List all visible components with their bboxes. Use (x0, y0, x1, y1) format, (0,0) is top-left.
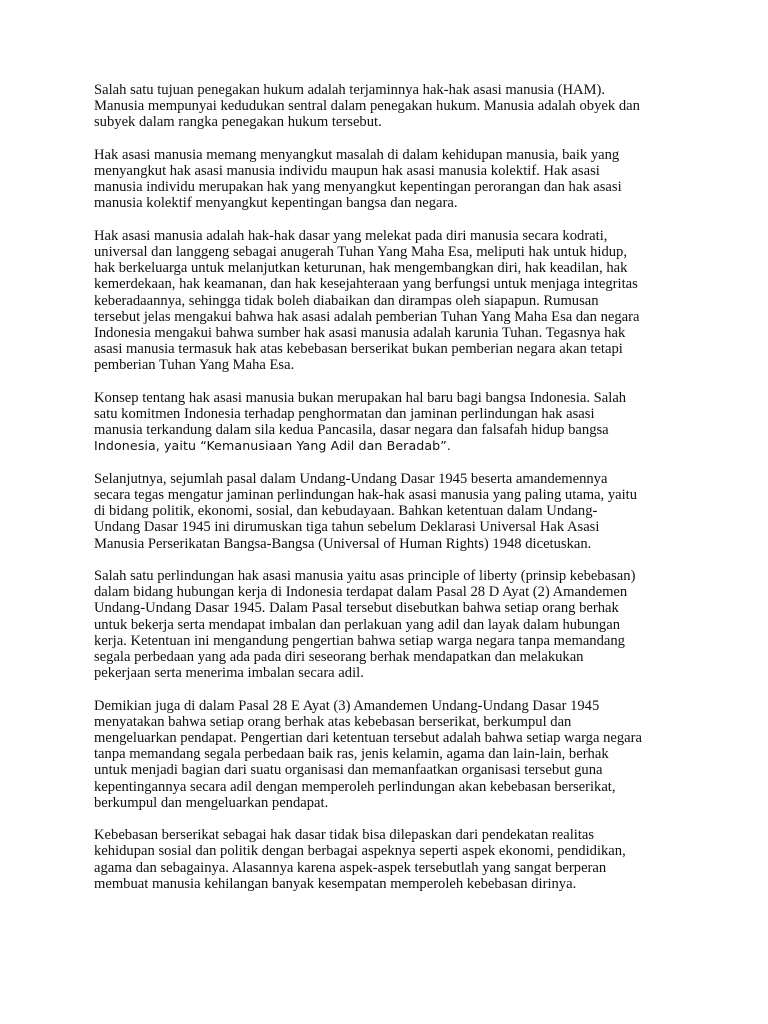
paragraph-1: Salah satu tujuan penegakan hukum adalah terjaminnya hak-hak asasi manusia (HAM). Manusia mempunyai kedudukan sentral dalam penegakan hukum. Manusia adalah obyek dan subyek dalam rangka penegakan hukum tersebut. (94, 82, 640, 131)
document-page (94, 82, 694, 908)
paragraph-8: Kebebasan berserikat sebagai hak dasar tidak bisa dilepaskan dari pendekatan realitas kehidupan sosial dan politik dengan berbagai aspeknya seperti aspek ekonomi, pendidikan, agama dan sebagainya. Alasannya karena aspek-aspek tersebutlah yang sangat berperan membuat manusia kehilangan banyak kesempatan memperoleh kebebasan dirinya. (94, 827, 626, 892)
paragraph-7: Demikian juga di dalam Pasal 28 E Ayat (3) Amandemen Undang-Undang Dasar 1945 menyatakan bahwa setiap orang berhak atas kebebasan berserikat, berkumpul dan mengeluarkan pendapat. Pengertian dari ketentuan tersebut adalah bahwa setiap warga negara tanpa memandang segala perbedaan baik ras, jenis kelamin, agama dan lain-lain, berhak untuk menjadi bagian dari suatu organisasi dan memanfaatkan organisasi tersebut guna kepentingannya secara adil dengan memperoleh perlindungan akan kebebasan berserikat, berkumpul dan mengeluarkan pendapat. (94, 697, 642, 811)
paragraph-4-text: Konsep tentang hak asasi manusia bukan merupakan hal baru bagi bangsa Indonesia. Salah satu komitmen Indonesia terhadap penghormatan dan jaminan perlindungan hak asasi manusia terkandung dalam sila kedua Pancasila, dasar negara dan falsafah hidup bangsa (94, 389, 627, 439)
paragraph-3: Hak asasi manusia adalah hak-hak dasar yang melekat pada diri manusia secara kodrati, universal dan langgeng sebagai anugerah Tuhan Yang Maha Esa, meliputi hak untuk hidup, hak berkeluarga untuk melanjutkan keturunan, hak mengembangkan diri, hak keadilan, hak kemerdekaan, hak keamanan, dan hak kesejahteraan yang berfungsi untuk menjaga integritas keberadaannya, sehingga tidak boleh diabaikan dan dirampas oleh siapapun. Rumusan tersebut jelas mengakui bahwa hak asasi adalah pemberian Tuhan Yang Maha Esa dan negara Indonesia mengakui bahwa sumber hak asasi manusia adalah karunia Tuhan. Tegasnya hak asasi manusia termasuk hak atas kebebasan berserikat bukan pemberian negara akan tetapi pemberian Tuhan Yang Maha Esa. (94, 227, 640, 374)
paragraph-4 (94, 390, 694, 455)
paragraph-4-last-line: Indonesia, yaitu “Kemanusiaan Yang Adil dan Beradab”. (94, 438, 452, 454)
paragraph-2: Hak asasi manusia memang menyangkut masalah di dalam kehidupan manusia, baik yang menyangkut hak asasi manusia individu maupun hak asasi manusia kolektif. Hak asasi manusia individu merupakan hak yang menyangkut kepentingan perorangan dan hak asasi manusia kolektif menyangkut kepentingan bangsa dan negara. (94, 146, 622, 212)
paragraph-5: Selanjutnya, sejumlah pasal dalam Undang-Undang Dasar 1945 beserta amandemennya secara tegas mengatur jaminan perlindungan hak-hak asasi manusia yang paling utama, yaitu di bidang politik, ekonomi, sosial, dan kebudayaan. Bahkan ketentuan dalam Undang- Undang Dasar 1945 ini dirumuskan tiga tahun sebelum Deklarasi Universal Hak Asasi Manusia Perserikatan Bangsa-Bangsa (Universal of Human Rights) 1948 dicetuskan. (94, 470, 638, 552)
paragraph-6: Salah satu perlindungan hak asasi manusia yaitu asas principle of liberty (prinsip kebebasan) dalam bidang hubungan kerja di Indonesia terdapat dalam Pasal 28 D Ayat (2) Amandemen Undang-Undang Dasar 1945. Dalam Pasal tersebut disebutkan bahwa setiap orang berhak untuk bekerja serta mendapat imbalan dan perlakuan yang adil dan layak dalam hubungan kerja. Ketentuan ini mengandung pengertian bahwa setiap warga negara tanpa memandang segala perbedaan yang ada pada diri seseorang berhak mendapatkan dan melakukan pekerjaan serta menerima imbalan secara adil. (94, 568, 636, 682)
